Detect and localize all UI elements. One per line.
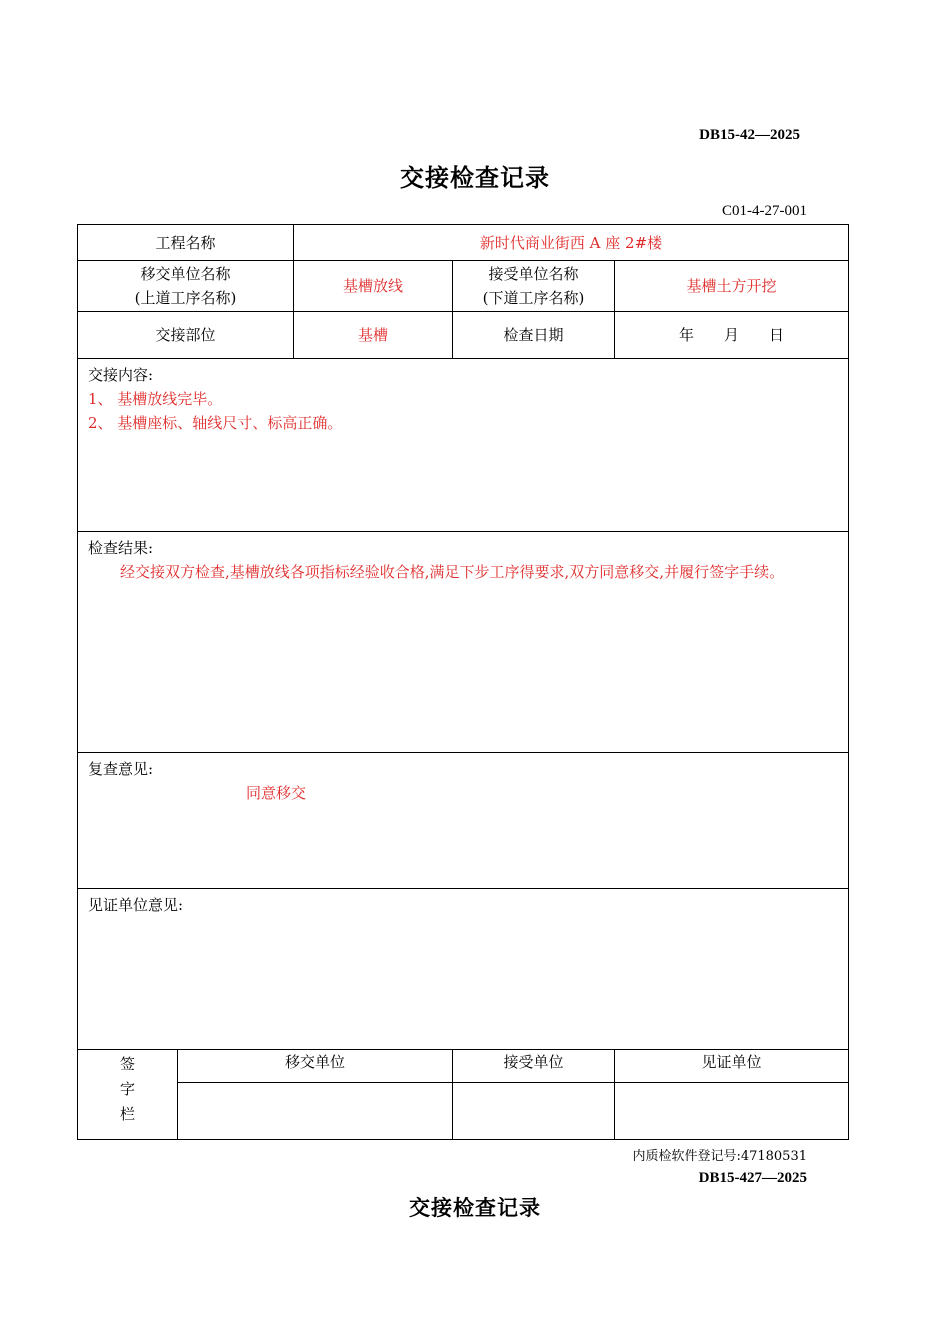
check-date-label: 检查日期 — [453, 312, 615, 359]
inspection-form-table — [77, 224, 849, 1140]
page-title: 交接检查记录 — [400, 163, 550, 192]
handover-content-section — [78, 359, 849, 532]
transfer-from-value: 基槽放线 — [294, 261, 453, 312]
transfer-to-label-line1: 接受单位名称 — [488, 265, 579, 283]
signature-header-witness: 见证单位 — [615, 1050, 849, 1083]
check-result-text: 经交接双方检查,基槽放线各项指标经验收合格,满足下步工序得要求,双方同意移交,并履行签字手续。 — [120, 563, 785, 581]
witness-opinion-label: 见证单位意见: — [88, 896, 184, 914]
handover-content-label: 交接内容: — [88, 366, 154, 384]
next-page-title: 交接检查记录 — [409, 1195, 541, 1220]
check-result-label: 检查结果: — [88, 539, 154, 557]
signature-witness-cell[interactable] — [615, 1083, 849, 1140]
signature-column-label — [78, 1050, 178, 1140]
signature-header-transfer: 移交单位 — [178, 1050, 453, 1083]
signature-label-char: 签 — [119, 1055, 135, 1073]
witness-opinion-section — [78, 889, 849, 1050]
handover-content-item: 2、 基槽座标、轴线尺寸、标高正确。 — [88, 414, 343, 432]
transfer-to-label-line2: (下道工序名称) — [482, 289, 585, 307]
handover-content-item: 1、 基槽放线完毕。 — [88, 390, 223, 408]
footer-standard-code: DB15-427—2025 — [698, 1170, 807, 1186]
review-opinion-label: 复查意见: — [88, 760, 154, 778]
signature-label-char: 栏 — [119, 1105, 135, 1123]
signature-header-receive: 接受单位 — [453, 1050, 615, 1083]
transfer-to-value: 基槽土方开挖 — [615, 261, 849, 312]
transfer-to-label — [453, 261, 615, 312]
location-label: 交接部位 — [78, 312, 294, 359]
software-registration: 内质检软件登记号:47180531 — [632, 1149, 807, 1164]
location-value: 基槽 — [294, 312, 453, 359]
signature-label-char: 字 — [119, 1080, 135, 1098]
form-code: C01-4-27-001 — [722, 203, 807, 219]
review-opinion-section — [78, 753, 849, 889]
check-result-section — [78, 532, 849, 753]
signature-receive-cell[interactable] — [453, 1083, 615, 1140]
transfer-from-label — [78, 261, 294, 312]
project-name-value: 新时代商业街西 A 座 2#楼 — [294, 225, 849, 261]
transfer-from-label-line2: (上道工序名称) — [134, 289, 237, 307]
transfer-from-label-line1: 移交单位名称 — [140, 265, 231, 283]
review-opinion-text: 同意移交 — [246, 784, 307, 802]
standard-code: DB15-42—2025 — [699, 127, 800, 143]
check-date-value: 年 月 日 — [615, 312, 849, 359]
signature-transfer-cell[interactable] — [178, 1083, 453, 1140]
project-name-label: 工程名称 — [78, 225, 294, 261]
